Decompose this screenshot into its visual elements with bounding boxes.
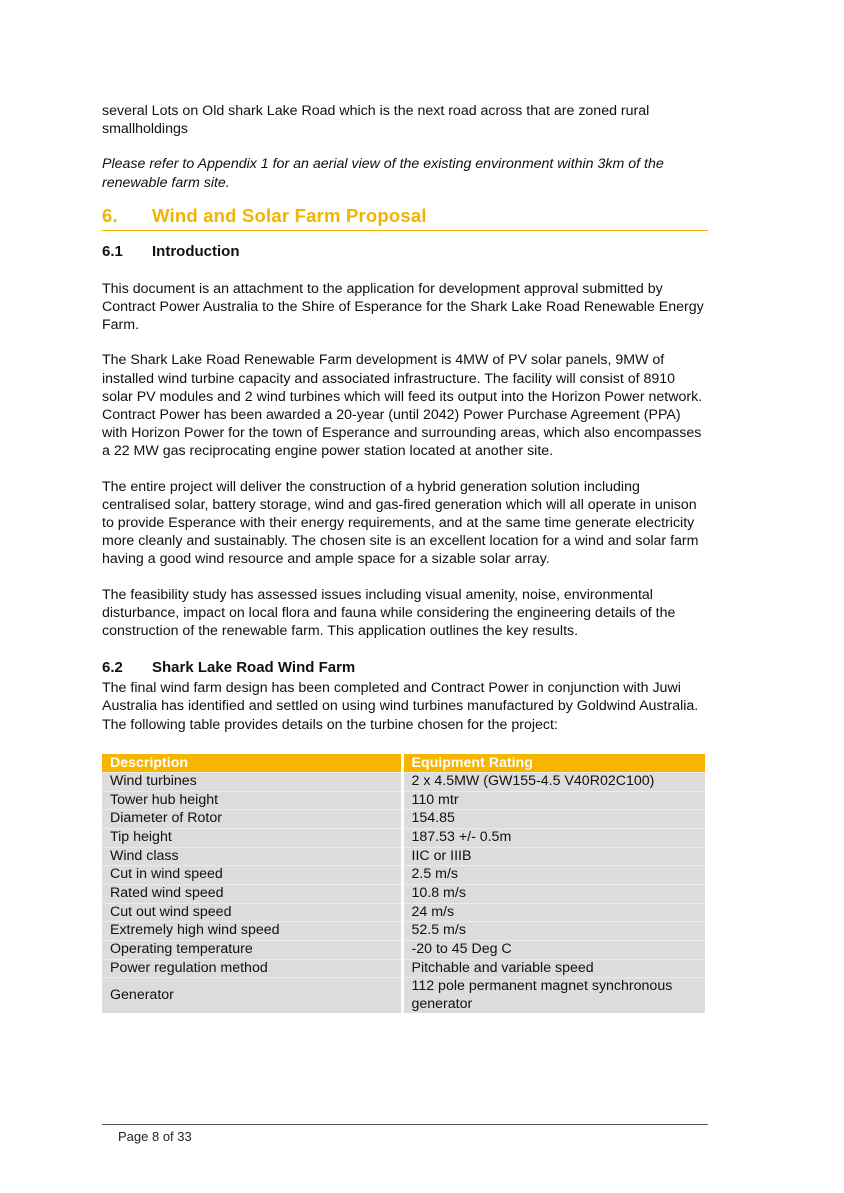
intro-fragment: several Lots on Old shark Lake Road which is the next road across that are zoned rural smallholdings <box>102 103 650 138</box>
row-description: Wind class <box>102 847 402 866</box>
table-row <box>102 847 705 866</box>
page-content <box>102 102 708 1013</box>
row-description: Extremely high wind speed <box>102 922 402 941</box>
row-rating: 110 mtr <box>402 791 705 810</box>
table-row <box>102 903 705 922</box>
section-6-2-title: Shark Lake Road Wind Farm <box>152 659 356 677</box>
row-rating: Pitchable and variable speed <box>402 959 705 978</box>
section-6-title: Wind and Solar Farm Proposal <box>152 204 427 226</box>
row-description: Power regulation method <box>102 959 402 978</box>
table-row <box>102 978 705 1014</box>
intro-paragraph-1: This document is an attachment to the application for development approval submitted by Contract Power Australia to the Shire of Esperance for the Shark Lake Road Renewable Energy Farm. <box>102 280 704 334</box>
section-6-1-heading <box>102 243 708 261</box>
intro-paragraph-4: The feasibility study has assessed issues including visual amenity, noise, environmental disturbance, impact on local flora and fauna while considering the engineering details of the construction of the renewable farm. This application outlines the key results. <box>102 586 676 640</box>
row-rating: 2 x 4.5MW (GW155-4.5 V40R02C100) <box>402 772 705 791</box>
turbine-specs-table <box>102 754 705 1014</box>
table-row <box>102 810 705 829</box>
table-row <box>102 828 705 847</box>
row-rating: 2.5 m/s <box>402 866 705 885</box>
table-row <box>102 772 705 791</box>
section-6-heading <box>102 205 708 231</box>
row-rating: 10.8 m/s <box>402 885 705 904</box>
row-description: Wind turbines <box>102 772 402 791</box>
row-description: Diameter of Rotor <box>102 810 402 829</box>
row-rating: 154.85 <box>402 810 705 829</box>
section-6-1-title: Introduction <box>152 242 240 260</box>
table-row <box>102 922 705 941</box>
row-rating: 52.5 m/s <box>402 922 705 941</box>
table-row <box>102 941 705 960</box>
intro-paragraph-3: The entire project will deliver the construction of a hybrid generation solution including centralised solar, battery storage, wind and gas-fired generation which will all operate in unison to provide Esperance with their energy requirements, and at the same time generate electricity more cleanly and sustainably. The chosen site is an excellent location for a wind and solar farm having a good wind resource and ample space for a sizable solar array. <box>102 478 699 568</box>
page-number: Page 8 of 33 <box>118 1129 192 1144</box>
row-description: Tower hub height <box>102 791 402 810</box>
header-description: Description <box>102 754 402 773</box>
row-rating: IIC or IIIB <box>402 847 705 866</box>
row-description: Cut out wind speed <box>102 903 402 922</box>
row-description: Generator <box>102 978 402 1014</box>
table-row <box>102 866 705 885</box>
row-description: Operating temperature <box>102 941 402 960</box>
table-header-row <box>102 754 705 773</box>
section-6-number: 6. <box>102 204 118 226</box>
section-6-2-heading <box>102 659 708 677</box>
row-rating: 24 m/s <box>402 903 705 922</box>
intro-paragraph-2: The Shark Lake Road Renewable Farm development is 4MW of PV solar panels, 9MW of installed wind turbine capacity and associated infrastructure. The facility will consist of 8910 solar PV modules and 2 wind turbines which will feed its output into the Horizon Power network. Contract Power has been awarded a 20-year (until 2042) Power Purchase Agreement (PPA) with Horizon Power for the town of Esperance and surrounding areas, which also encompasses a 22 MW gas reciprocating engine power station located at another site. <box>102 352 703 460</box>
wind-farm-paragraph: The final wind farm design has been completed and Contract Power in conjunction with Juwi Australia has identified and settled on using wind turbines manufactured by Goldwind Australia. The following table provides details on the turbine chosen for the project: <box>102 680 699 733</box>
table-row <box>102 885 705 904</box>
row-rating: 112 pole permanent magnet synchronous generator <box>402 978 705 1014</box>
row-description: Tip height <box>102 828 402 847</box>
appendix-note: Please refer to Appendix 1 for an aerial view of the existing environment within 3km of the renewable farm site. <box>102 156 664 191</box>
row-rating: 187.53 +/- 0.5m <box>402 828 705 847</box>
table-row <box>102 959 705 978</box>
row-description: Rated wind speed <box>102 885 402 904</box>
section-6-2-number: 6.2 <box>102 659 123 677</box>
row-rating: -20 to 45 Deg C <box>402 941 705 960</box>
table-row <box>102 791 705 810</box>
row-description: Cut in wind speed <box>102 866 402 885</box>
section-6-1-number: 6.1 <box>102 242 123 260</box>
footer-divider <box>102 1124 708 1125</box>
header-equipment-rating: Equipment Rating <box>402 754 705 773</box>
